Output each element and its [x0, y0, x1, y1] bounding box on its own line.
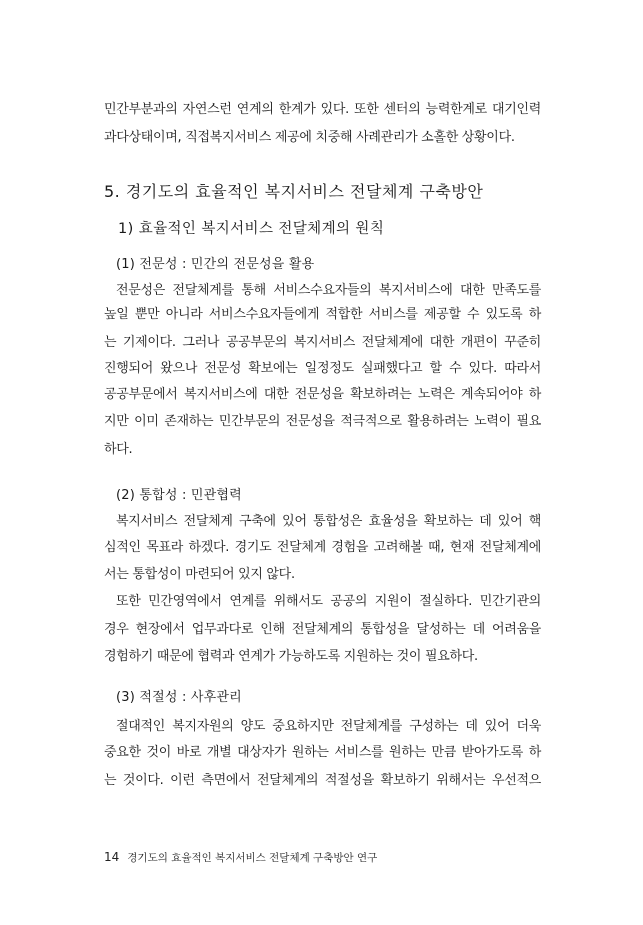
paragraph-line: 또한 민간영역에서 연계를 위해서도 공공의 지원이 절실하다. 민간기관의 [116, 594, 541, 609]
paragraph-line: 심적인 목표라 하겠다. 경기도 전달체계 경험을 고려해볼 때, 현재 전달체계에 [104, 540, 541, 555]
paragraph-line: 지만 이미 존재하는 민간부문의 전문성을 적극적으로 활용하려는 노력이 필요 [104, 414, 541, 429]
item-heading-appropriateness: (3) 적절성 : 사후관리 [116, 690, 242, 705]
paragraph-line: 공공부문에서 복지서비스에 대한 전문성을 확보하려는 노력은 계속되어야 하 [104, 387, 541, 402]
paragraph-line: 경험하기 때문에 협력과 연계가 가능하도록 지원하는 것이 필요하다. [104, 649, 478, 664]
paragraph-line: 경우 현장에서 업무과다로 인해 전달체계의 통합성을 달성하는 데 어려움을 [104, 622, 541, 637]
section-heading: 5. 경기도의 효율적인 복지서비스 전달체계 구축방안 [104, 182, 484, 201]
page-footer [104, 850, 377, 865]
item-heading-integration: (2) 통합성 : 민관협력 [116, 488, 242, 503]
paragraph-line: 서는 통합성이 마련되어 있지 않다. [104, 567, 295, 582]
intro-line: 민간부분과의 자연스런 연계의 한계가 있다. 또한 센터의 능력한계로 대기인력 [104, 102, 541, 117]
page-number: 14 [104, 850, 120, 864]
paragraph-line: 진행되어 왔으나 전문성 확보에는 일정정도 실패했다고 할 수 있다. 따라서 [104, 361, 541, 376]
intro-line: 과다상태이며, 직접복지서비스 제공에 치중해 사례관리가 소홀한 상황이다. [104, 130, 515, 145]
paragraph-line: 하다. [104, 442, 133, 457]
subsection-heading: 1) 효율적인 복지서비스 전달체계의 원칙 [118, 221, 385, 237]
paragraph-line: 는 것이다. 이런 측면에서 전달체계의 적절성을 확보하기 위해서는 우선적으 [104, 773, 541, 788]
item-heading-expertise: (1) 전문성 : 민간의 전문성을 활용 [116, 257, 315, 272]
paragraph-line: 절대적인 복지자원의 양도 중요하지만 전달체계를 구성하는 데 있어 더욱 [116, 719, 541, 734]
paragraph-line: 높일 뿐만 아니라 서비스수요자들에게 적합한 서비스를 제공할 수 있도록 하 [104, 307, 541, 322]
running-title: 경기도의 효율적인 복지서비스 전달체계 구축방안 연구 [127, 852, 378, 864]
paragraph-line: 복지서비스 전달체계 구축에 있어 통합성은 효율성을 확보하는 데 있어 핵 [116, 514, 541, 529]
paragraph-line: 전문성은 전달체계를 통해 서비스수요자들의 복지서비스에 대한 만족도를 [116, 283, 541, 298]
paragraph-line: 는 기제이다. 그러나 공공부문의 복지서비스 전달체계에 대한 개편이 꾸준히 [104, 335, 541, 350]
paragraph-line: 중요한 것이 바로 개별 대상자가 원하는 서비스를 원하는 만큼 받아가도록 하 [104, 745, 541, 760]
